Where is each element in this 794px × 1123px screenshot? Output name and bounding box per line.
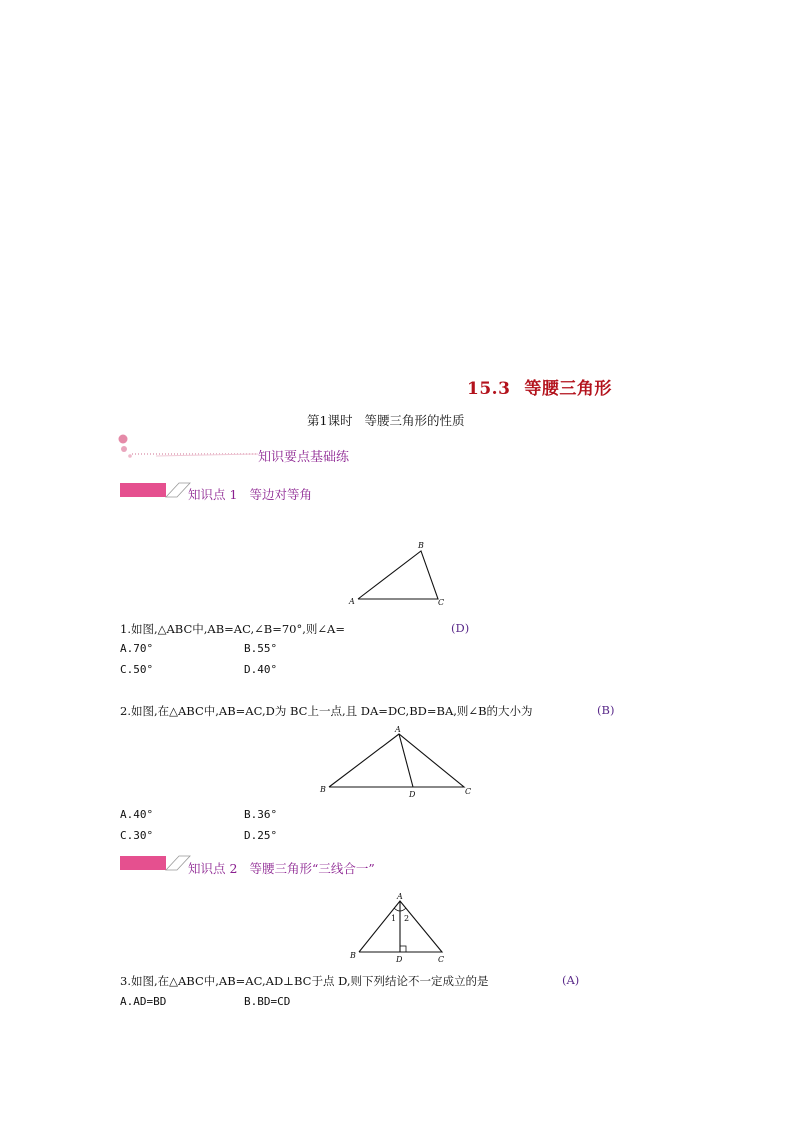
knowledge-point-1-label: 知识点 1 bbox=[188, 487, 238, 502]
answer-text: (B) bbox=[597, 703, 615, 717]
figure-1-triangle bbox=[340, 538, 455, 610]
q1-option-a: A.70° bbox=[120, 642, 154, 655]
question-3-text: 3.如图,在△ABC中,AB=AC,AD⊥BC于点 D,则下列结论不一定成立的是 bbox=[120, 974, 489, 988]
figure-3-triangle bbox=[345, 890, 450, 966]
section-number: 15.3 bbox=[467, 379, 511, 399]
question-1-text: 1.如图,△ABC中,AB=AC,∠B=70°,则∠A= bbox=[120, 622, 345, 636]
lesson-title bbox=[307, 411, 464, 429]
fig3-label-a: A bbox=[397, 892, 403, 901]
question-2 bbox=[120, 703, 533, 719]
section-title bbox=[467, 374, 612, 399]
fig1-label-a: A bbox=[349, 597, 355, 606]
fig3-label-1: 1 bbox=[391, 914, 397, 923]
fig1-label-c: C bbox=[438, 598, 445, 607]
knowledge-point-1 bbox=[188, 485, 312, 503]
fig2-label-c: C bbox=[465, 787, 472, 796]
q1-option-b: B.55° bbox=[244, 642, 278, 655]
q3-option-b: B.BD=CD bbox=[244, 995, 291, 1008]
answer-text: (A) bbox=[562, 973, 580, 987]
fig2-label-a: A bbox=[395, 725, 401, 734]
lesson-name: 等腰三角形的性质 bbox=[364, 413, 465, 428]
q1-option-c: C.50° bbox=[120, 663, 154, 676]
fig1-label-b: B bbox=[418, 541, 424, 550]
section-name: 等腰三角形 bbox=[524, 379, 612, 399]
fig3-label-d: D bbox=[396, 955, 403, 964]
banner-label: 知识要点基础练 bbox=[258, 450, 350, 465]
question-2-answer bbox=[597, 703, 614, 717]
fig2-label-b: B bbox=[320, 785, 326, 794]
q2-option-d: D.25° bbox=[244, 829, 278, 842]
question-3 bbox=[120, 973, 489, 989]
banner-decoration bbox=[116, 432, 261, 462]
question-3-answer bbox=[562, 973, 579, 987]
lesson-label: 第1课时 bbox=[307, 413, 353, 428]
fig2-label-d: D bbox=[409, 790, 416, 799]
fig3-label-c: C bbox=[438, 955, 445, 964]
q2-option-b: B.36° bbox=[244, 808, 278, 821]
knowledge-point-2-name: 等腰三角形“三线合一” bbox=[249, 861, 375, 876]
q3-option-a: A.AD=BD bbox=[120, 995, 167, 1008]
fig3-label-b: B bbox=[350, 951, 356, 960]
q1-option-d: D.40° bbox=[244, 663, 278, 676]
fig3-label-2: 2 bbox=[404, 914, 410, 923]
figure-2-triangle bbox=[318, 722, 478, 802]
question-1-answer bbox=[451, 621, 469, 635]
knowledge-point-2 bbox=[188, 859, 375, 877]
question-2-text: 2.如图,在△ABC中,AB=AC,D为 BC上一点,且 DA=DC,BD=BA,则∠B的大小为 bbox=[120, 704, 533, 718]
q2-option-c: C.30° bbox=[120, 829, 154, 842]
knowledge-point-1-name: 等边对等角 bbox=[249, 487, 312, 502]
answer-text: (D) bbox=[451, 621, 470, 635]
q2-option-a: A.40° bbox=[120, 808, 154, 821]
knowledge-point-2-label: 知识点 2 bbox=[188, 861, 238, 876]
question-1 bbox=[120, 621, 345, 637]
